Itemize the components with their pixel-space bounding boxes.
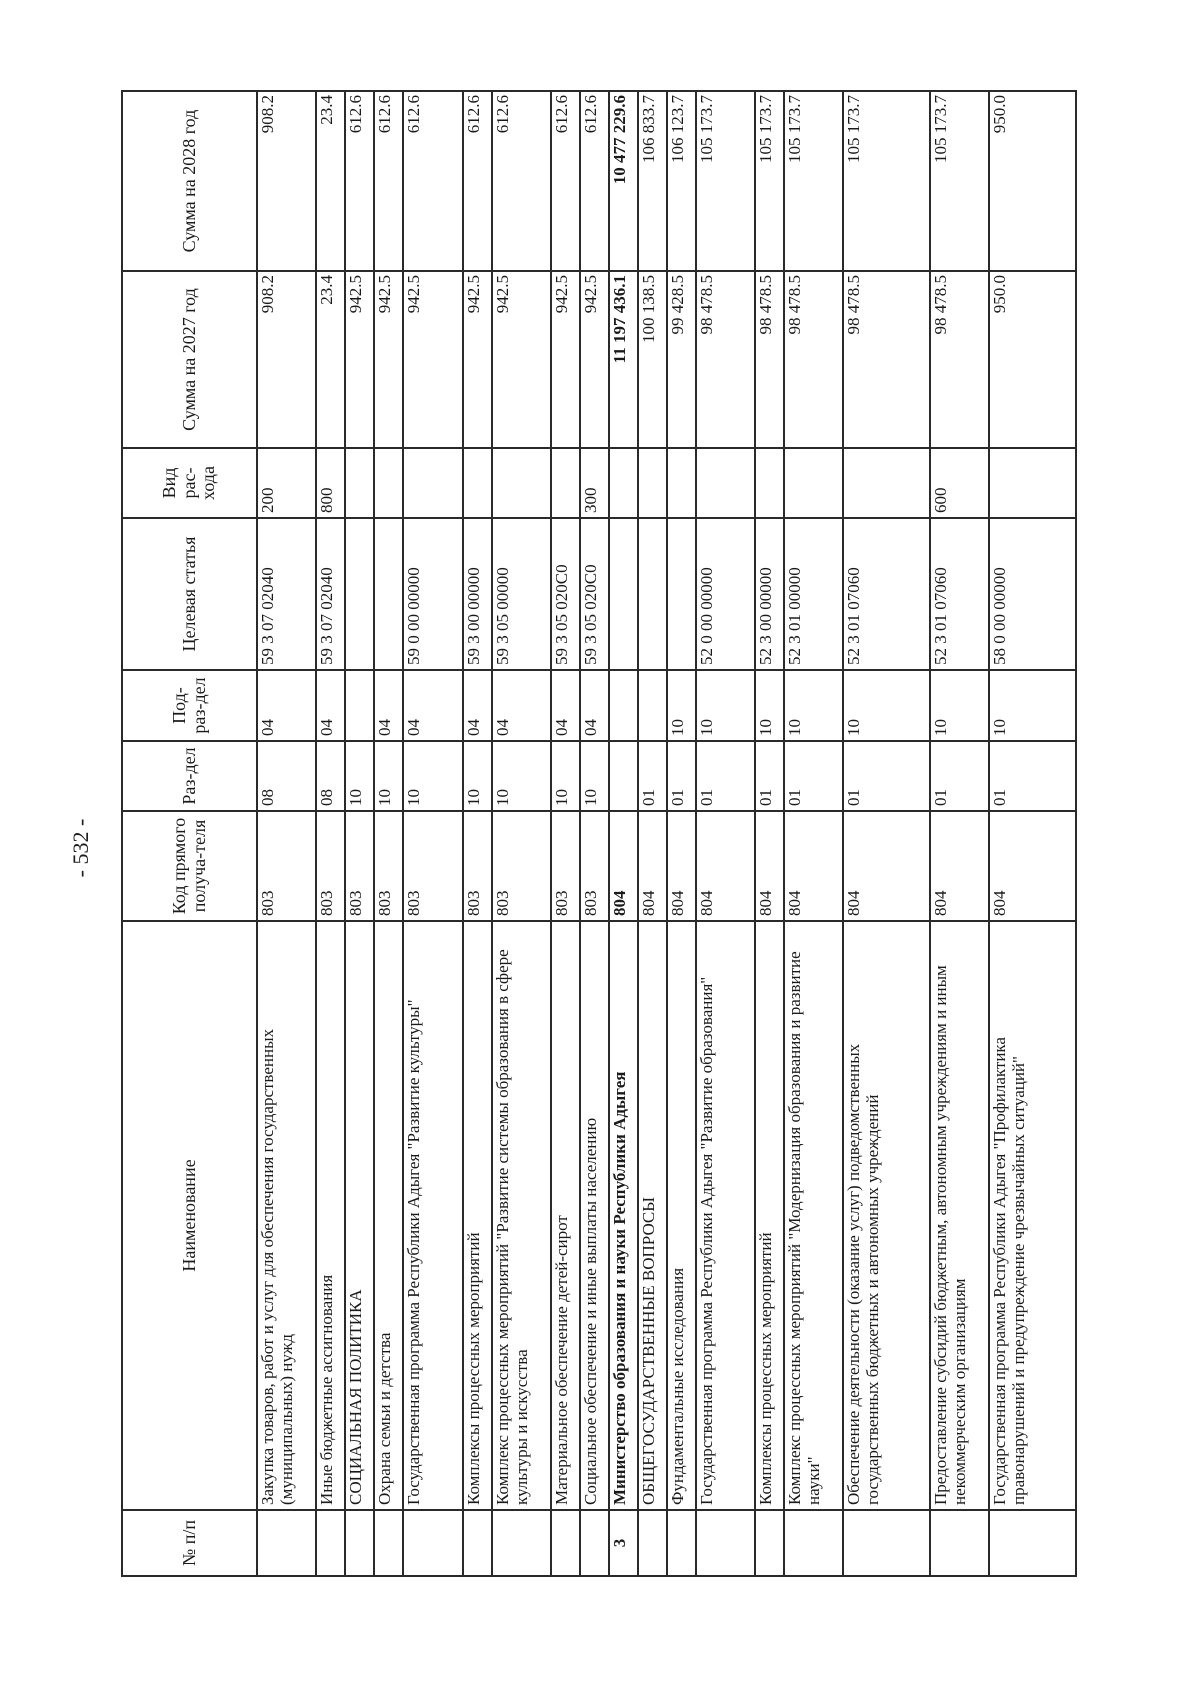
cell-name: Предоставление субсидий бюджетным, автономным учреждениям и иным некоммерческим организациям xyxy=(930,921,989,1510)
cell-no xyxy=(989,1510,1076,1576)
header-name: Наименование xyxy=(122,921,257,1510)
cell-vid xyxy=(667,448,696,518)
cell-vid: 300 xyxy=(580,448,609,518)
cell-razdel: 01 xyxy=(843,741,929,811)
cell-razdel: 08 xyxy=(257,741,316,811)
cell-name: СОЦИАЛЬНАЯ ПОЛИТИКА xyxy=(345,921,374,1510)
cell-no xyxy=(638,1510,667,1576)
table-row xyxy=(403,91,462,1576)
table-row xyxy=(930,91,989,1576)
cell-statya: 52 0 00 00000 xyxy=(696,518,755,670)
cell-sum-2027: 99 428.5 xyxy=(667,271,696,448)
cell-razdel xyxy=(609,741,638,811)
cell-vid xyxy=(492,448,551,518)
cell-code: 803 xyxy=(257,811,316,921)
cell-sum-2028: 612.6 xyxy=(403,91,462,271)
cell-sum-2028: 612.6 xyxy=(580,91,609,271)
cell-no xyxy=(551,1510,580,1576)
table-row xyxy=(843,91,929,1576)
cell-no: 3 xyxy=(609,1510,638,1576)
header-podrazdel: Под-раз-дел xyxy=(122,670,257,741)
cell-statya: 59 3 00 00000 xyxy=(463,518,492,670)
cell-code: 803 xyxy=(374,811,403,921)
cell-podrazdel: 04 xyxy=(551,670,580,741)
cell-sum-2028: 612.6 xyxy=(345,91,374,271)
header-vid: Вид рас-хода xyxy=(122,448,257,518)
cell-no xyxy=(696,1510,755,1576)
cell-sum-2028: 106 123.7 xyxy=(667,91,696,271)
header-sum-2027: Сумма на 2027 год xyxy=(122,271,257,448)
cell-razdel: 08 xyxy=(316,741,345,811)
cell-razdel: 10 xyxy=(374,741,403,811)
header-sum-2028: Сумма на 2028 год xyxy=(122,91,257,271)
cell-name: Социальное обеспечение и иные выплаты населению xyxy=(580,921,609,1510)
cell-no xyxy=(580,1510,609,1576)
cell-vid xyxy=(755,448,784,518)
cell-code: 804 xyxy=(696,811,755,921)
cell-statya xyxy=(638,518,667,670)
cell-code: 803 xyxy=(403,811,462,921)
cell-code: 803 xyxy=(345,811,374,921)
cell-name: Охрана семьи и детства xyxy=(374,921,403,1510)
cell-podrazdel: 04 xyxy=(492,670,551,741)
cell-name: Комплекс процессных мероприятий "Модернизация образования и развитие науки" xyxy=(784,921,843,1510)
cell-name: Комплекс процессных мероприятий "Развитие системы образования в сфере культуры и искусства xyxy=(492,921,551,1510)
cell-name: ОБЩЕГОСУДАРСТВЕННЫЕ ВОПРОСЫ xyxy=(638,921,667,1510)
cell-statya: 52 3 01 00000 xyxy=(784,518,843,670)
cell-no xyxy=(463,1510,492,1576)
cell-code: 804 xyxy=(755,811,784,921)
cell-sum-2027: 23.4 xyxy=(316,271,345,448)
cell-razdel: 01 xyxy=(930,741,989,811)
cell-sum-2027: 98 478.5 xyxy=(755,271,784,448)
cell-code: 804 xyxy=(667,811,696,921)
cell-statya: 58 0 00 00000 xyxy=(989,518,1076,670)
table-header-row xyxy=(122,91,257,1576)
table-row xyxy=(551,91,580,1576)
cell-no xyxy=(667,1510,696,1576)
table-row xyxy=(609,91,638,1576)
cell-name: Государственная программа Республики Адыгея "Развитие культуры" xyxy=(403,921,462,1510)
cell-vid xyxy=(784,448,843,518)
cell-sum-2028: 612.6 xyxy=(463,91,492,271)
cell-vid xyxy=(345,448,374,518)
cell-podrazdel xyxy=(345,670,374,741)
cell-razdel: 01 xyxy=(784,741,843,811)
cell-podrazdel: 04 xyxy=(257,670,316,741)
cell-code: 803 xyxy=(551,811,580,921)
cell-sum-2027: 98 478.5 xyxy=(843,271,929,448)
cell-name: Иные бюджетные ассигнования xyxy=(316,921,345,1510)
cell-code: 804 xyxy=(843,811,929,921)
cell-vid xyxy=(696,448,755,518)
cell-sum-2028: 612.6 xyxy=(551,91,580,271)
cell-sum-2028: 105 173.7 xyxy=(696,91,755,271)
cell-sum-2027: 942.5 xyxy=(580,271,609,448)
table-row xyxy=(667,91,696,1576)
cell-sum-2028: 23.4 xyxy=(316,91,345,271)
cell-statya: 59 3 07 02040 xyxy=(257,518,316,670)
cell-sum-2027: 942.5 xyxy=(551,271,580,448)
cell-name: Комплексы процессных мероприятий xyxy=(463,921,492,1510)
cell-sum-2028: 908.2 xyxy=(257,91,316,271)
cell-podrazdel: 04 xyxy=(580,670,609,741)
cell-sum-2028: 105 173.7 xyxy=(843,91,929,271)
table-row xyxy=(374,91,403,1576)
cell-sum-2027: 942.5 xyxy=(492,271,551,448)
cell-podrazdel: 10 xyxy=(930,670,989,741)
header-code: Код прямого получа-теля xyxy=(122,811,257,921)
table-row xyxy=(580,91,609,1576)
cell-sum-2027: 98 478.5 xyxy=(930,271,989,448)
cell-statya xyxy=(345,518,374,670)
cell-vid: 800 xyxy=(316,448,345,518)
cell-podrazdel: 10 xyxy=(696,670,755,741)
cell-statya: 59 3 05 00000 xyxy=(492,518,551,670)
cell-statya xyxy=(667,518,696,670)
cell-name: Государственная программа Республики Адыгея "Профилактика правонарушений и предупреждение чрезвычайных ситуаций" xyxy=(989,921,1076,1510)
cell-statya: 59 3 05 020С0 xyxy=(551,518,580,670)
cell-vid xyxy=(403,448,462,518)
cell-podrazdel: 10 xyxy=(667,670,696,741)
cell-no xyxy=(374,1510,403,1576)
cell-name: Государственная программа Республики Адыгея "Развитие образования" xyxy=(696,921,755,1510)
cell-vid xyxy=(374,448,403,518)
cell-sum-2028: 106 833.7 xyxy=(638,91,667,271)
cell-vid xyxy=(609,448,638,518)
cell-name: Комплексы процессных мероприятий xyxy=(755,921,784,1510)
cell-razdel: 01 xyxy=(696,741,755,811)
cell-statya: 59 3 05 020С0 xyxy=(580,518,609,670)
budget-table-container xyxy=(121,92,1077,1577)
cell-podrazdel: 04 xyxy=(316,670,345,741)
cell-code: 804 xyxy=(989,811,1076,921)
table-row xyxy=(989,91,1076,1576)
cell-name: Материальное обеспечение детей-сирот xyxy=(551,921,580,1510)
cell-no xyxy=(755,1510,784,1576)
header-no: № п/п xyxy=(122,1510,257,1576)
cell-sum-2027: 942.5 xyxy=(463,271,492,448)
cell-name: Обеспечение деятельности (оказание услуг) подведомственных государственных бюджетных и автономных учреждений xyxy=(843,921,929,1510)
cell-statya: 52 3 01 07060 xyxy=(843,518,929,670)
cell-razdel: 10 xyxy=(551,741,580,811)
cell-podrazdel: 04 xyxy=(374,670,403,741)
table-row xyxy=(257,91,316,1576)
cell-statya: 52 3 01 07060 xyxy=(930,518,989,670)
cell-sum-2027: 98 478.5 xyxy=(784,271,843,448)
cell-code: 803 xyxy=(316,811,345,921)
cell-statya: 59 0 00 00000 xyxy=(403,518,462,670)
cell-sum-2027: 950.0 xyxy=(989,271,1076,448)
cell-name: Закупка товаров, работ и услуг для обеспечения государственных (муниципальных) нужд xyxy=(257,921,316,1510)
cell-sum-2028: 612.6 xyxy=(374,91,403,271)
cell-razdel: 10 xyxy=(492,741,551,811)
cell-name: Министерство образования и науки Республики Адыгея xyxy=(609,921,638,1510)
cell-sum-2027: 942.5 xyxy=(374,271,403,448)
cell-razdel: 10 xyxy=(403,741,462,811)
cell-code: 803 xyxy=(580,811,609,921)
cell-vid: 600 xyxy=(930,448,989,518)
cell-code: 803 xyxy=(492,811,551,921)
cell-razdel: 10 xyxy=(580,741,609,811)
table-row xyxy=(696,91,755,1576)
header-statya: Целевая статья xyxy=(122,518,257,670)
cell-podrazdel: 10 xyxy=(989,670,1076,741)
cell-statya xyxy=(374,518,403,670)
cell-vid: 200 xyxy=(257,448,316,518)
cell-sum-2027: 908.2 xyxy=(257,271,316,448)
cell-razdel: 10 xyxy=(463,741,492,811)
cell-sum-2027: 942.5 xyxy=(403,271,462,448)
cell-no xyxy=(784,1510,843,1576)
table-row xyxy=(755,91,784,1576)
cell-sum-2028: 950.0 xyxy=(989,91,1076,271)
cell-podrazdel: 04 xyxy=(463,670,492,741)
cell-podrazdel: 10 xyxy=(755,670,784,741)
cell-sum-2027: 11 197 436.1 xyxy=(609,271,638,448)
cell-vid xyxy=(989,448,1076,518)
table-row xyxy=(492,91,551,1576)
cell-name: Фундаментальные исследования xyxy=(667,921,696,1510)
table-row xyxy=(345,91,374,1576)
cell-sum-2028: 105 173.7 xyxy=(930,91,989,271)
header-razdel: Раз-дел xyxy=(122,741,257,811)
cell-no xyxy=(930,1510,989,1576)
cell-sum-2027: 100 138.5 xyxy=(638,271,667,448)
cell-razdel: 01 xyxy=(667,741,696,811)
cell-sum-2028: 105 173.7 xyxy=(755,91,784,271)
table-row xyxy=(638,91,667,1576)
cell-statya: 52 3 00 00000 xyxy=(755,518,784,670)
cell-sum-2027: 942.5 xyxy=(345,271,374,448)
cell-vid xyxy=(638,448,667,518)
cell-podrazdel xyxy=(609,670,638,741)
cell-sum-2028: 10 477 229.6 xyxy=(609,91,638,271)
cell-razdel: 01 xyxy=(755,741,784,811)
cell-razdel: 01 xyxy=(638,741,667,811)
cell-sum-2028: 612.6 xyxy=(492,91,551,271)
cell-no xyxy=(345,1510,374,1576)
cell-no xyxy=(257,1510,316,1576)
table-body xyxy=(257,91,1076,1576)
cell-vid xyxy=(551,448,580,518)
cell-podrazdel xyxy=(638,670,667,741)
cell-code: 804 xyxy=(930,811,989,921)
cell-sum-2027: 98 478.5 xyxy=(696,271,755,448)
cell-razdel: 01 xyxy=(989,741,1076,811)
cell-podrazdel: 10 xyxy=(784,670,843,741)
page-number: - 532 - xyxy=(68,818,93,878)
table-row xyxy=(784,91,843,1576)
cell-no xyxy=(492,1510,551,1576)
table-row xyxy=(316,91,345,1576)
cell-code: 804 xyxy=(784,811,843,921)
budget-table xyxy=(121,90,1077,1577)
cell-statya: 59 3 07 02040 xyxy=(316,518,345,670)
cell-vid xyxy=(843,448,929,518)
cell-vid xyxy=(463,448,492,518)
cell-no xyxy=(316,1510,345,1576)
cell-code: 803 xyxy=(463,811,492,921)
table-row xyxy=(463,91,492,1576)
cell-podrazdel: 10 xyxy=(843,670,929,741)
cell-podrazdel: 04 xyxy=(403,670,462,741)
cell-code: 804 xyxy=(609,811,638,921)
cell-sum-2028: 105 173.7 xyxy=(784,91,843,271)
cell-no xyxy=(403,1510,462,1576)
cell-no xyxy=(843,1510,929,1576)
cell-razdel: 10 xyxy=(345,741,374,811)
cell-statya xyxy=(609,518,638,670)
cell-code: 804 xyxy=(638,811,667,921)
